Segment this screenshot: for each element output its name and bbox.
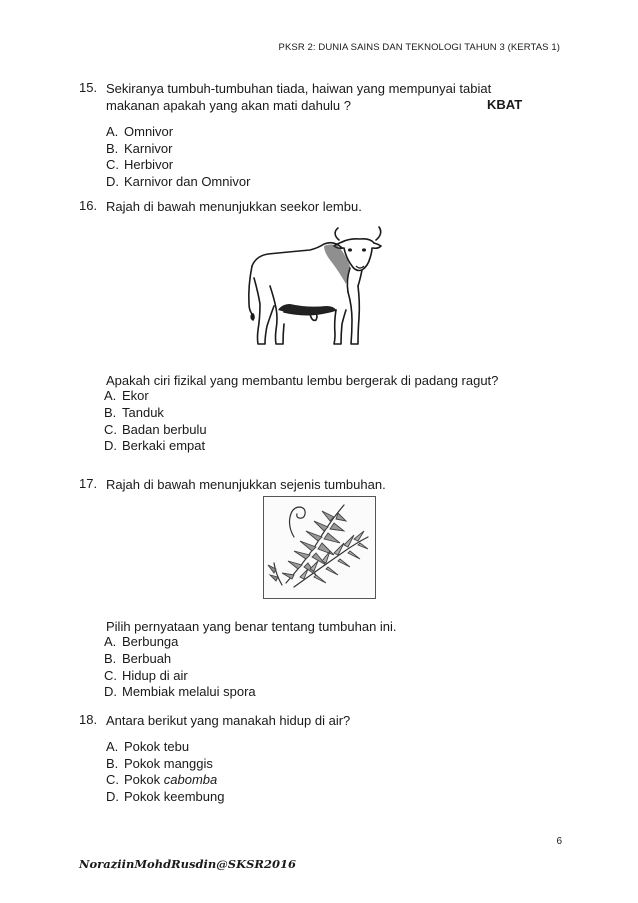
- option-letter: D.: [106, 788, 119, 804]
- option-text: Pokok keembung: [124, 788, 225, 804]
- option-text: Berkaki empat: [122, 438, 206, 453]
- question-16-option-b: [104, 405, 164, 422]
- question-16-text: Rajah di bawah menunjukkan seekor lembu.: [106, 199, 362, 214]
- question-18-option-d: [106, 789, 224, 806]
- option-letter: B.: [104, 405, 117, 420]
- question-17-number: 17.: [79, 476, 98, 491]
- option-text: Hidup di air: [122, 667, 188, 683]
- question-17-option-d: [104, 684, 256, 701]
- option-letter: A.: [104, 388, 117, 403]
- question-15-line1: Sekiranya tumbuh-tumbuhan tiada, haiwan yang mempunyai tabiat: [106, 81, 492, 96]
- question-16-number: 16.: [79, 198, 98, 213]
- question-17-question: Pilih pernyataan yang benar tentang tumbuhan ini.: [106, 619, 397, 634]
- option-text: Berbunga: [122, 634, 179, 649]
- option-text: Badan berbulu: [122, 421, 207, 437]
- option-text: Pokok manggis: [124, 755, 213, 771]
- option-letter: C.: [104, 421, 117, 437]
- option-text: Karnivor: [124, 140, 173, 156]
- question-18-number: 18.: [79, 712, 98, 727]
- option-letter: A.: [106, 739, 119, 754]
- question-18-option-c: [106, 772, 217, 789]
- question-15-option-a: [106, 124, 173, 141]
- footer-signature: NoraziinMohdRusdin@SKSR2016: [79, 857, 296, 871]
- option-text: Pokok: [124, 772, 164, 787]
- page-header: PKSR 2: DUNIA SAINS DAN TEKNOLOGI TAHUN 3 (KERTAS 1): [278, 42, 560, 53]
- option-text: Membiak melalui spora: [122, 684, 256, 699]
- option-text: Tanduk: [122, 405, 164, 420]
- question-15-option-b: [106, 141, 172, 158]
- option-text: Omnivor: [124, 124, 174, 139]
- question-18-option-b: [106, 756, 213, 773]
- question-16-option-d: [104, 438, 205, 455]
- question-15-option-c: [106, 157, 173, 174]
- option-text: Berbuah: [122, 651, 172, 666]
- question-17-option-a: [104, 634, 178, 651]
- question-15-line2: makanan apakah yang akan mati dahulu ?: [106, 98, 352, 113]
- question-18-option-a: [106, 739, 189, 756]
- question-16-option-c: [104, 422, 207, 439]
- cow-illustration: [238, 226, 398, 358]
- option-letter: C.: [104, 667, 117, 683]
- question-16-option-a: [104, 388, 149, 405]
- question-17-text: Rajah di bawah menunjukkan sejenis tumbuhan.: [106, 477, 386, 492]
- option-letter: B.: [106, 140, 119, 156]
- question-15-option-d: [106, 174, 250, 191]
- option-text: Karnivor dan Omnivor: [124, 173, 251, 189]
- option-letter: D.: [106, 173, 119, 189]
- option-letter: D.: [104, 438, 117, 453]
- page-number: 6: [556, 836, 562, 847]
- option-letter: C.: [106, 157, 119, 172]
- fern-illustration: [264, 497, 375, 598]
- option-text: Pokok tebu: [124, 739, 190, 754]
- question-15-number: 15.: [79, 80, 98, 95]
- question-18-text: Antara berikut yang manakah hidup di air?: [106, 713, 351, 728]
- question-16-question: Apakah ciri fizikal yang membantu lembu bergerak di padang ragut?: [106, 373, 499, 388]
- option-letter: B.: [106, 755, 119, 771]
- option-letter: D.: [104, 684, 117, 699]
- option-letter: C.: [106, 772, 119, 787]
- kbat-tag: KBAT: [487, 97, 523, 112]
- option-text: Herbivor: [124, 157, 174, 172]
- fern-figure-frame: [263, 496, 376, 599]
- option-letter: B.: [104, 651, 117, 666]
- question-17-option-b: [104, 651, 171, 668]
- question-17-option-c: [104, 668, 188, 685]
- option-letter: A.: [106, 124, 119, 139]
- option-text: Ekor: [122, 388, 149, 403]
- option-italic-text: cabomba: [163, 772, 218, 787]
- option-letter: A.: [104, 634, 117, 649]
